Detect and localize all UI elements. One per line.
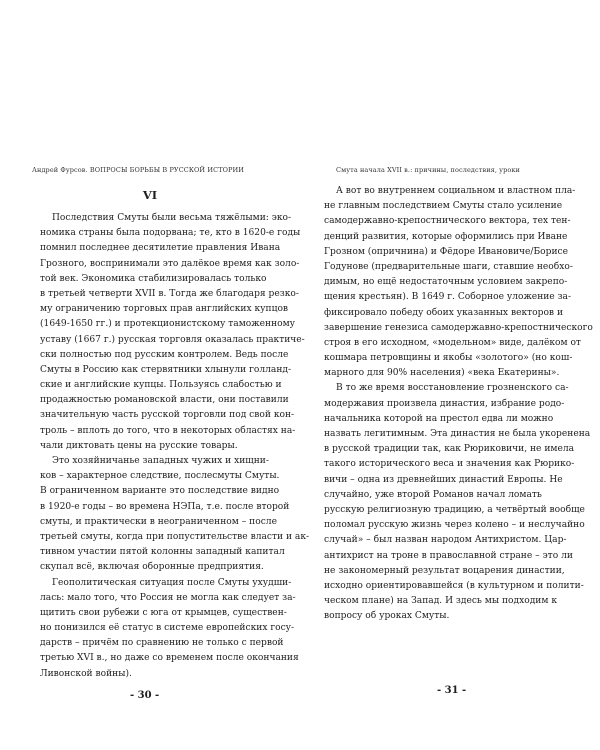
text-line: русскую религиозную традицию, а четвёртый вообще [324,504,585,515]
running-head-left: Андрей Фурсов. ВОПРОСЫ БОРЬБЫ В РУССКОЙ ИСТОРИИ [32,166,245,174]
text-line: марного для 90% населения) «века Екатерины». [324,368,560,379]
text-line: Годунове (предварительные шаги, ставшие необхо- [324,261,573,272]
text-line: лась: мало того, что Россия не могла как следует за- [40,592,296,603]
text-line: начальника которой на престол едва ли можно [324,413,554,424]
text-line: смуты, и практически в неограниченном – после [40,516,277,527]
text-line: ские и английские купцы. Пользуясь слабостью и [40,380,282,391]
text-line: в русской традиции так, как Рюриковичи, не имела [324,444,575,455]
text-line: Смуты в Россию как стервятники хлынули голланд- [40,364,292,375]
text-line: денций развития, которые оформились при Иване [324,231,568,242]
text-line: димым, но ещё недостаточным условием закрепо- [324,277,568,288]
text-line: фиксировало победу обоих указанных векторов и [324,307,564,318]
text-line: ческом плане) на Запад. И здесь мы подходим к [324,596,558,607]
text-line: модержавия произвела династия, избрание родо- [324,398,565,409]
text-line: В то же время восстановление грозненского са- [336,383,569,394]
text-line: случай» – был назван народом Антихристом. Цар- [324,535,567,546]
text-line: (1649-1650 гг.) и протекционистскому таможенному [40,319,296,330]
text-line: А вот во внутреннем социальном и властном пла- [336,186,576,196]
text-line: ков – характерное следствие, послесмуты Смуты. [40,471,280,482]
text-line: вопросу об уроках Смуты. [324,611,450,622]
text-line: щитить свои рубежи с юга от крымцев, существен- [40,607,287,618]
text-line: не главным последствием Смуты стало усиление [324,201,563,212]
text-line: помнил последнее десятилетие правления Ивана [40,243,281,254]
text-line: ски полностью под русским контролем. Ведь после [40,349,289,360]
text-line: третьей смуты, когда при попустительстве власти и ак- [40,531,310,542]
text-line: продажностью романовской власти, они поставили [40,395,289,406]
text-line: чали диктовать цены на русские товары. [40,440,238,451]
text-line: в третьей четверти XVII в. Тогда же благодаря резко- [40,288,299,299]
body-text-right [324,184,593,624]
text-line: скупал всё, включая оборонные предприятия. [40,562,264,573]
page-number-right: - 31 - [437,685,467,696]
text-line: Ливонской войны). [40,668,132,679]
text-line: третью XVI в., но даже со временем после окончания [40,653,299,664]
text-line: Грозного, воспринимали это далёкое время как золо- [40,258,300,269]
text-line: троль – вплоть до того, что в некоторых областях на- [40,425,296,436]
text-line: строя в его исходном, «модельном» виде, далёком от [324,337,581,348]
text-line: антихрист на троне в православной стране – это ли [324,550,573,561]
text-line: кошмара петровщины и якобы «золотого» (но кош- [324,353,573,364]
chapter-heading: VI [142,188,158,202]
text-line: тивном участии пятой колонны западный капитал [40,547,285,558]
text-line: случайно, уже второй Романов начал ломать [324,489,542,500]
text-line: не закономерный результат воцарения династии, [324,565,565,576]
text-line: самодержавно-крепостнического вектора, тех тен- [324,216,571,227]
text-line: завершение генезиса самодержавно-крепостнического [324,322,593,333]
text-line: поломал русскую жизнь через колено – и неслучайно [324,520,585,531]
text-line: такого исторического веса и значения как Рюрико- [324,459,575,470]
text-line: назвать легитимным. Эта династия не была укоренена [324,429,591,439]
text-line: щения крестьян). В 1649 г. Соборное уложение за- [324,292,572,303]
running-head-right: Смута начала XVII в.: причины, последствия, уроки [336,166,520,174]
text-line: в 1920-е годы – во времена НЭПа, т.е. после второй [40,501,290,512]
text-line: Геополитическая ситуация после Смуты ухудши- [52,577,292,588]
text-line: исходно ориентировавшейся (в культурном и полити- [324,580,584,591]
text-line: уставу (1667 г.) русская торговля оказалась практиче- [40,334,305,345]
text-line: номика страны была подорвана; те, кто в 1620-е годы [40,228,301,239]
text-line: му ограничению торговых прав английских купцов [40,304,289,315]
text-line: В ограниченном варианте это последствие видно [40,486,280,497]
text-line: Это хозяйничанье западных чужих и хищни- [52,456,269,466]
text-line: дарств – причём по сравнению не только с первой [40,638,284,649]
text-line: Грозном (опричнина) и Фёдоре Ивановиче/Борисе [324,246,569,257]
text-line: вичи – одна из древнейших династий Европы. Не [324,474,563,485]
right-page [300,0,600,750]
text-line: той век. Экономика стабилизировалась только [40,273,267,284]
text-line: значительную часть русской торговли под свой кон- [40,410,295,421]
page-number-left: - 30 - [130,690,160,701]
text-line: но понизился её статус в системе европейских госу- [40,623,295,634]
text-line: Последствия Смуты были весьма тяжёлыми: эко- [52,213,292,223]
body-text-left [40,211,310,682]
